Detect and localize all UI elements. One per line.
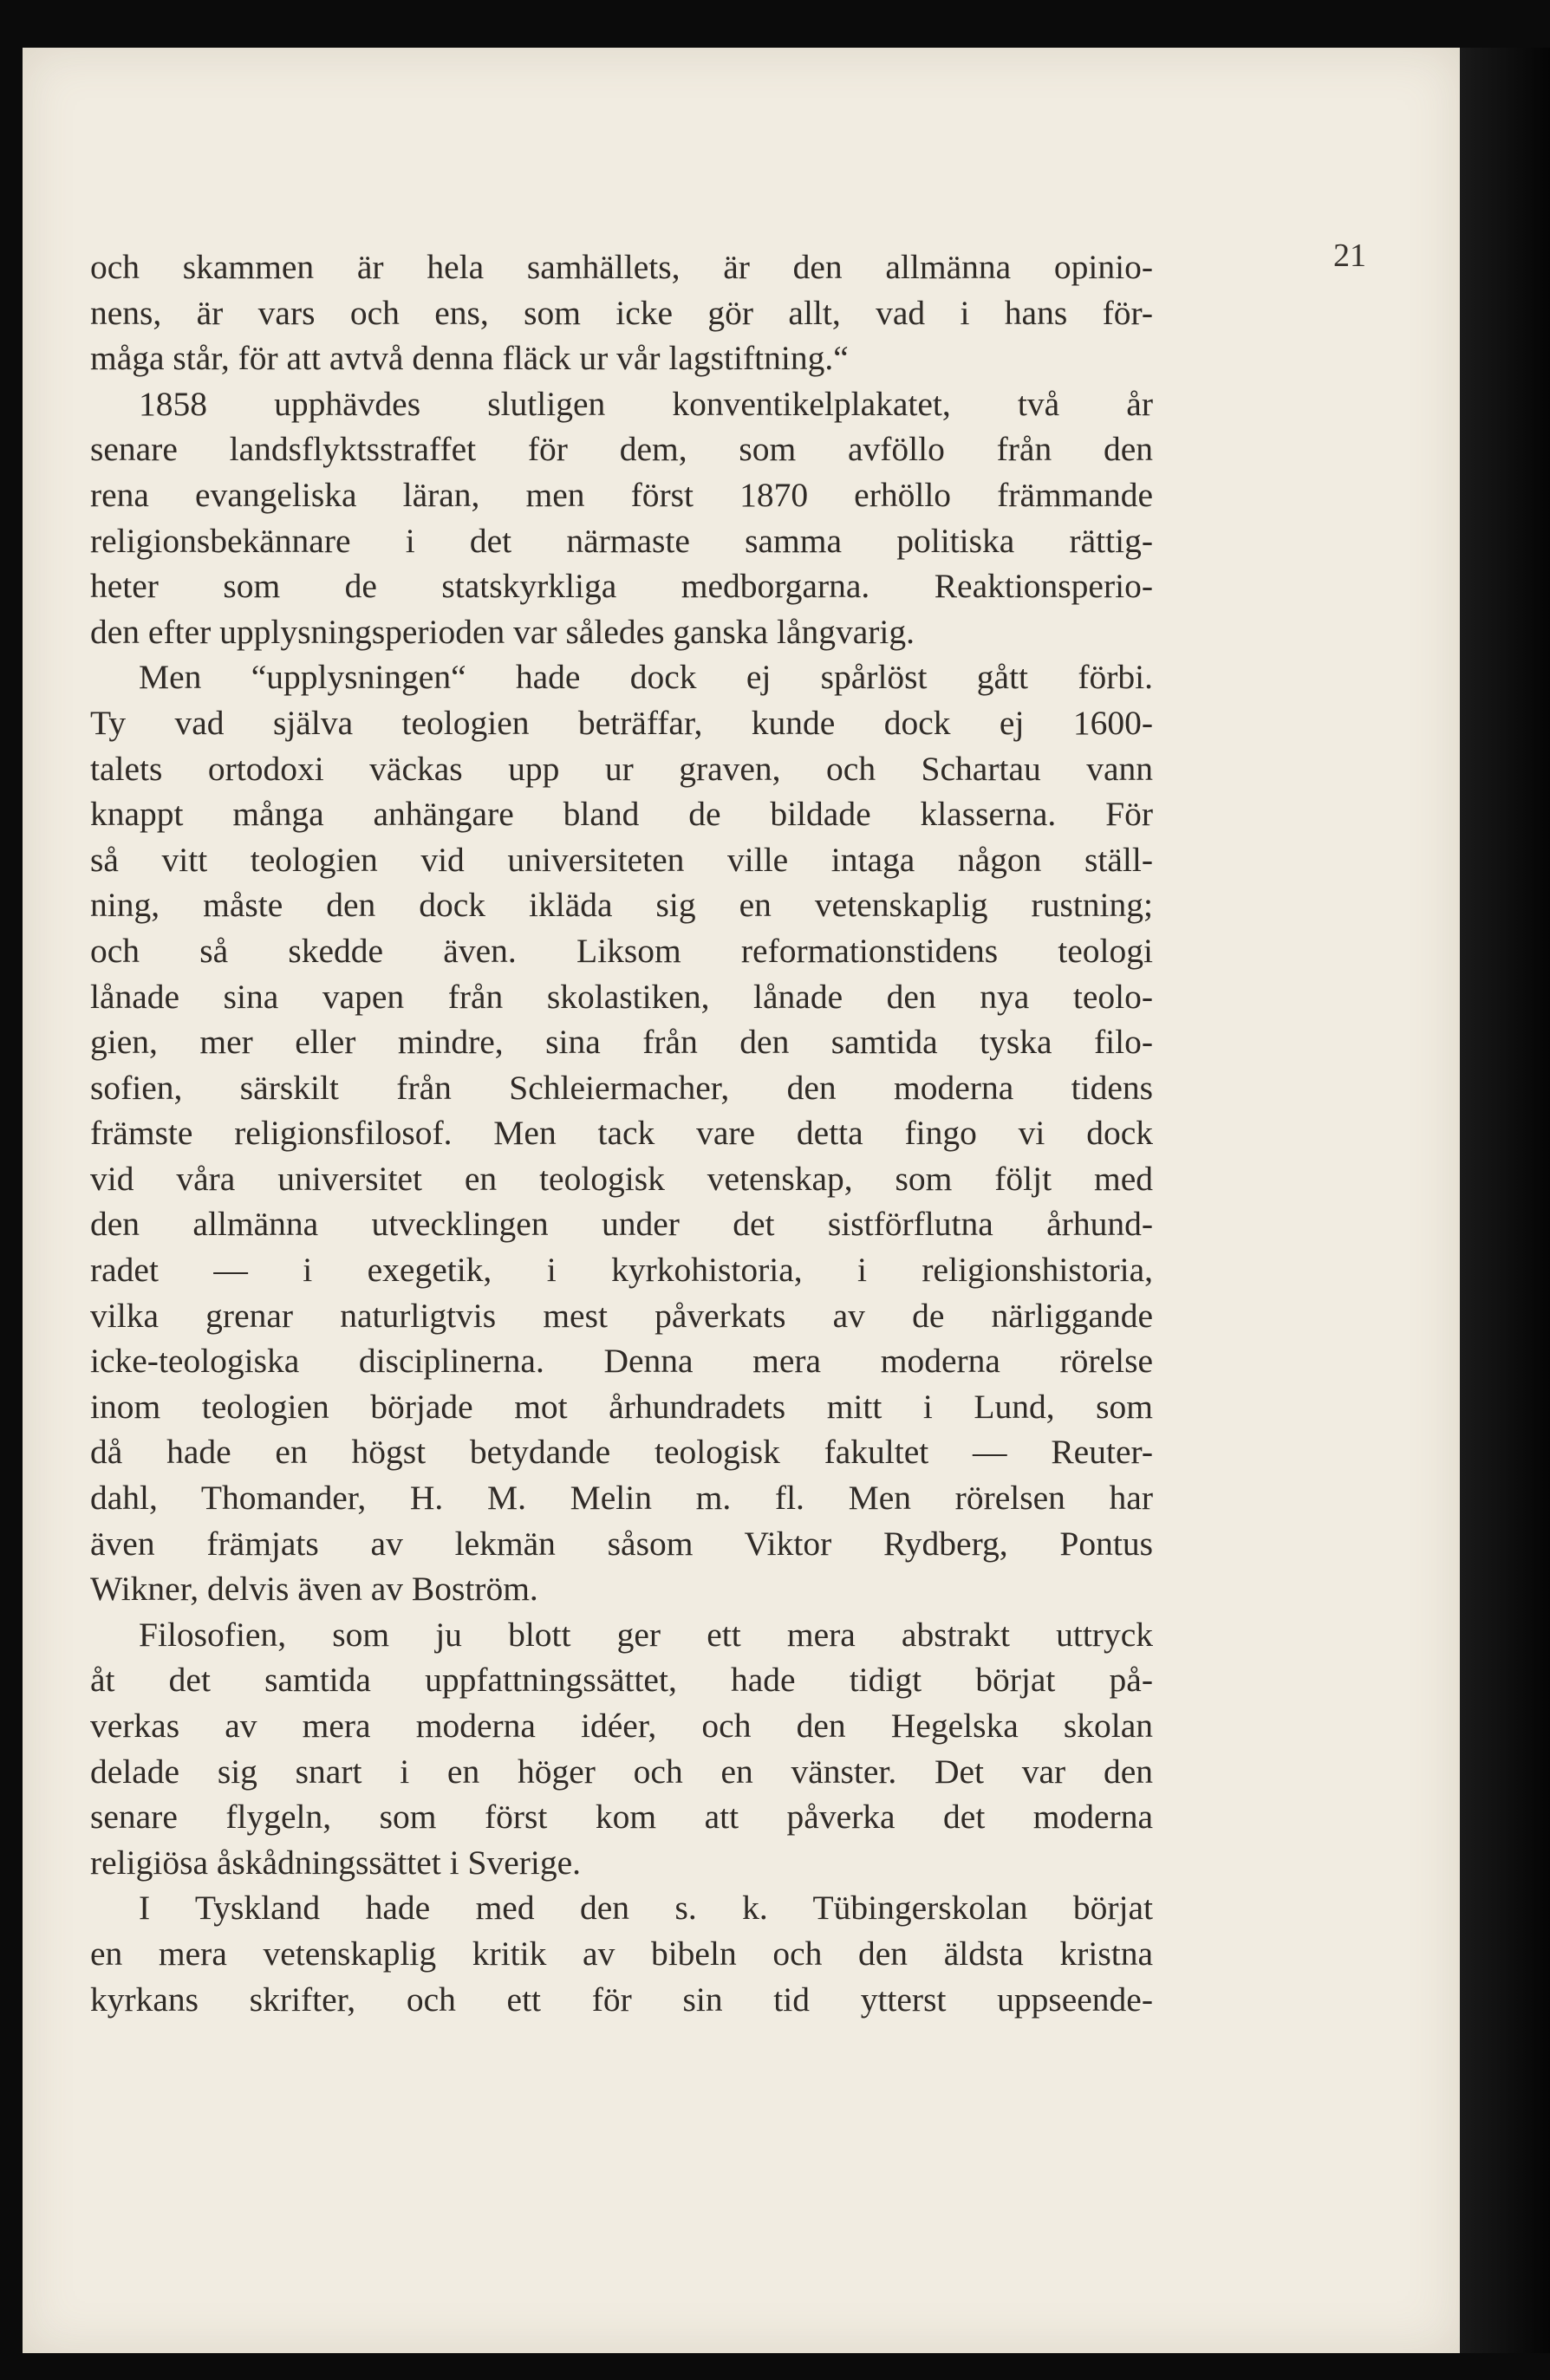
text-line: sofien, särskilt från Schleiermacher, den moderna tidens xyxy=(90,1068,1153,1107)
text-line: radet — i exegetik, i kyrkohistoria, i religionshistoria, xyxy=(90,1251,1153,1290)
text-line: en mera vetenskaplig kritik av bibeln och den äldsta kristna xyxy=(90,1934,1153,1973)
text-line: åt det samtida uppfattningssättet, hade tidigt börjat på- xyxy=(90,1661,1153,1700)
text-line: inom teologien började mot århundradets mitt i Lund, som xyxy=(90,1387,1153,1426)
text-line: vilka grenar naturligtvis mest påverkats av de närliggande xyxy=(90,1296,1153,1335)
text-line: heter som de statskyrkliga medborgarna. Reaktionsperio- xyxy=(90,567,1153,606)
page-edge-shadow xyxy=(1460,48,1550,2353)
text-line: dahl, Thomander, H. M. Melin m. fl. Men rörelsen har xyxy=(90,1479,1153,1518)
text-line: den efter upplysningsperioden var således ganska långvarig. xyxy=(90,612,915,651)
body-text xyxy=(90,244,1153,2022)
text-line: även främjats av lekmän såsom Viktor Rydberg, Pontus xyxy=(90,1524,1153,1563)
text-line: och så skedde även. Liksom reformationstidens teologi xyxy=(90,931,1153,970)
text-line: främste religionsfilosof. Men tack vare detta fingo vi dock xyxy=(90,1114,1153,1153)
text-line: senare flygeln, som först kom att påverka det moderna xyxy=(90,1798,1153,1837)
text-line: gien, mer eller mindre, sina från den samtida tyska filo- xyxy=(90,1023,1153,1062)
text-line: verkas av mera moderna idéer, och den Hegelska skolan xyxy=(90,1707,1153,1745)
text-line: religiösa åskådningssättet i Sverige. xyxy=(90,1843,582,1882)
text-line: och skammen är hela samhällets, är den allmänna opinio- xyxy=(90,248,1153,286)
text-line: Filosofien, som ju blott ger ett mera abstrakt uttryck xyxy=(139,1615,1153,1654)
text-line: kyrkans skrifter, och ett för sin tid ytterst uppseende- xyxy=(90,1980,1153,2019)
text-line: vid våra universitet en teologisk vetenskap, som följt med xyxy=(90,1159,1153,1198)
text-line: talets ortodoxi väckas upp ur graven, och Schartau vann xyxy=(90,749,1153,788)
text-line: rena evangeliska läran, men först 1870 erhöllo främmande xyxy=(90,475,1153,514)
text-line: Men “upplysningen“ hade dock ej spårlöst gått förbi. xyxy=(139,658,1153,697)
page-number: 21 xyxy=(1333,237,1366,274)
text-line: knappt många anhängare bland de bildade klasserna. För xyxy=(90,795,1153,834)
text-line: Wikner, delvis även av Boström. xyxy=(90,1570,538,1609)
text-line: ning, måste den dock ikläda sig en vetenskaplig rustning; xyxy=(90,886,1153,925)
text-line: måga står, för att avtvå denna fläck ur vår lagstiftning.“ xyxy=(90,339,849,378)
text-line: senare landsflyktsstraffet för dem, som avföllo från den xyxy=(90,430,1153,469)
text-line: I Tyskland hade med den s. k. Tübingerskolan börjat xyxy=(139,1889,1153,1928)
text-line: då hade en högst betydande teologisk fakultet — Reuter- xyxy=(90,1433,1153,1472)
text-line: icke-teologiska disciplinerna. Denna mera moderna rörelse xyxy=(90,1342,1153,1381)
text-line: nens, är vars och ens, som icke gör allt, vad i hans för- xyxy=(90,293,1153,332)
text-line: delade sig snart i en höger och en vänster. Det var den xyxy=(90,1752,1153,1791)
text-line: så vitt teologien vid universiteten ville intaga någon ställ- xyxy=(90,840,1153,879)
text-line: Ty vad själva teologien beträffar, kunde dock ej 1600- xyxy=(90,703,1153,742)
text-line: lånade sina vapen från skolastiken, lånade den nya teolo- xyxy=(90,977,1153,1016)
text-line: religionsbekännare i det närmaste samma politiska rättig- xyxy=(90,521,1153,560)
text-line: den allmänna utvecklingen under det sistförflutna århund- xyxy=(90,1205,1153,1244)
text-line: 1858 upphävdes slutligen konventikelplakatet, två år xyxy=(139,384,1153,423)
